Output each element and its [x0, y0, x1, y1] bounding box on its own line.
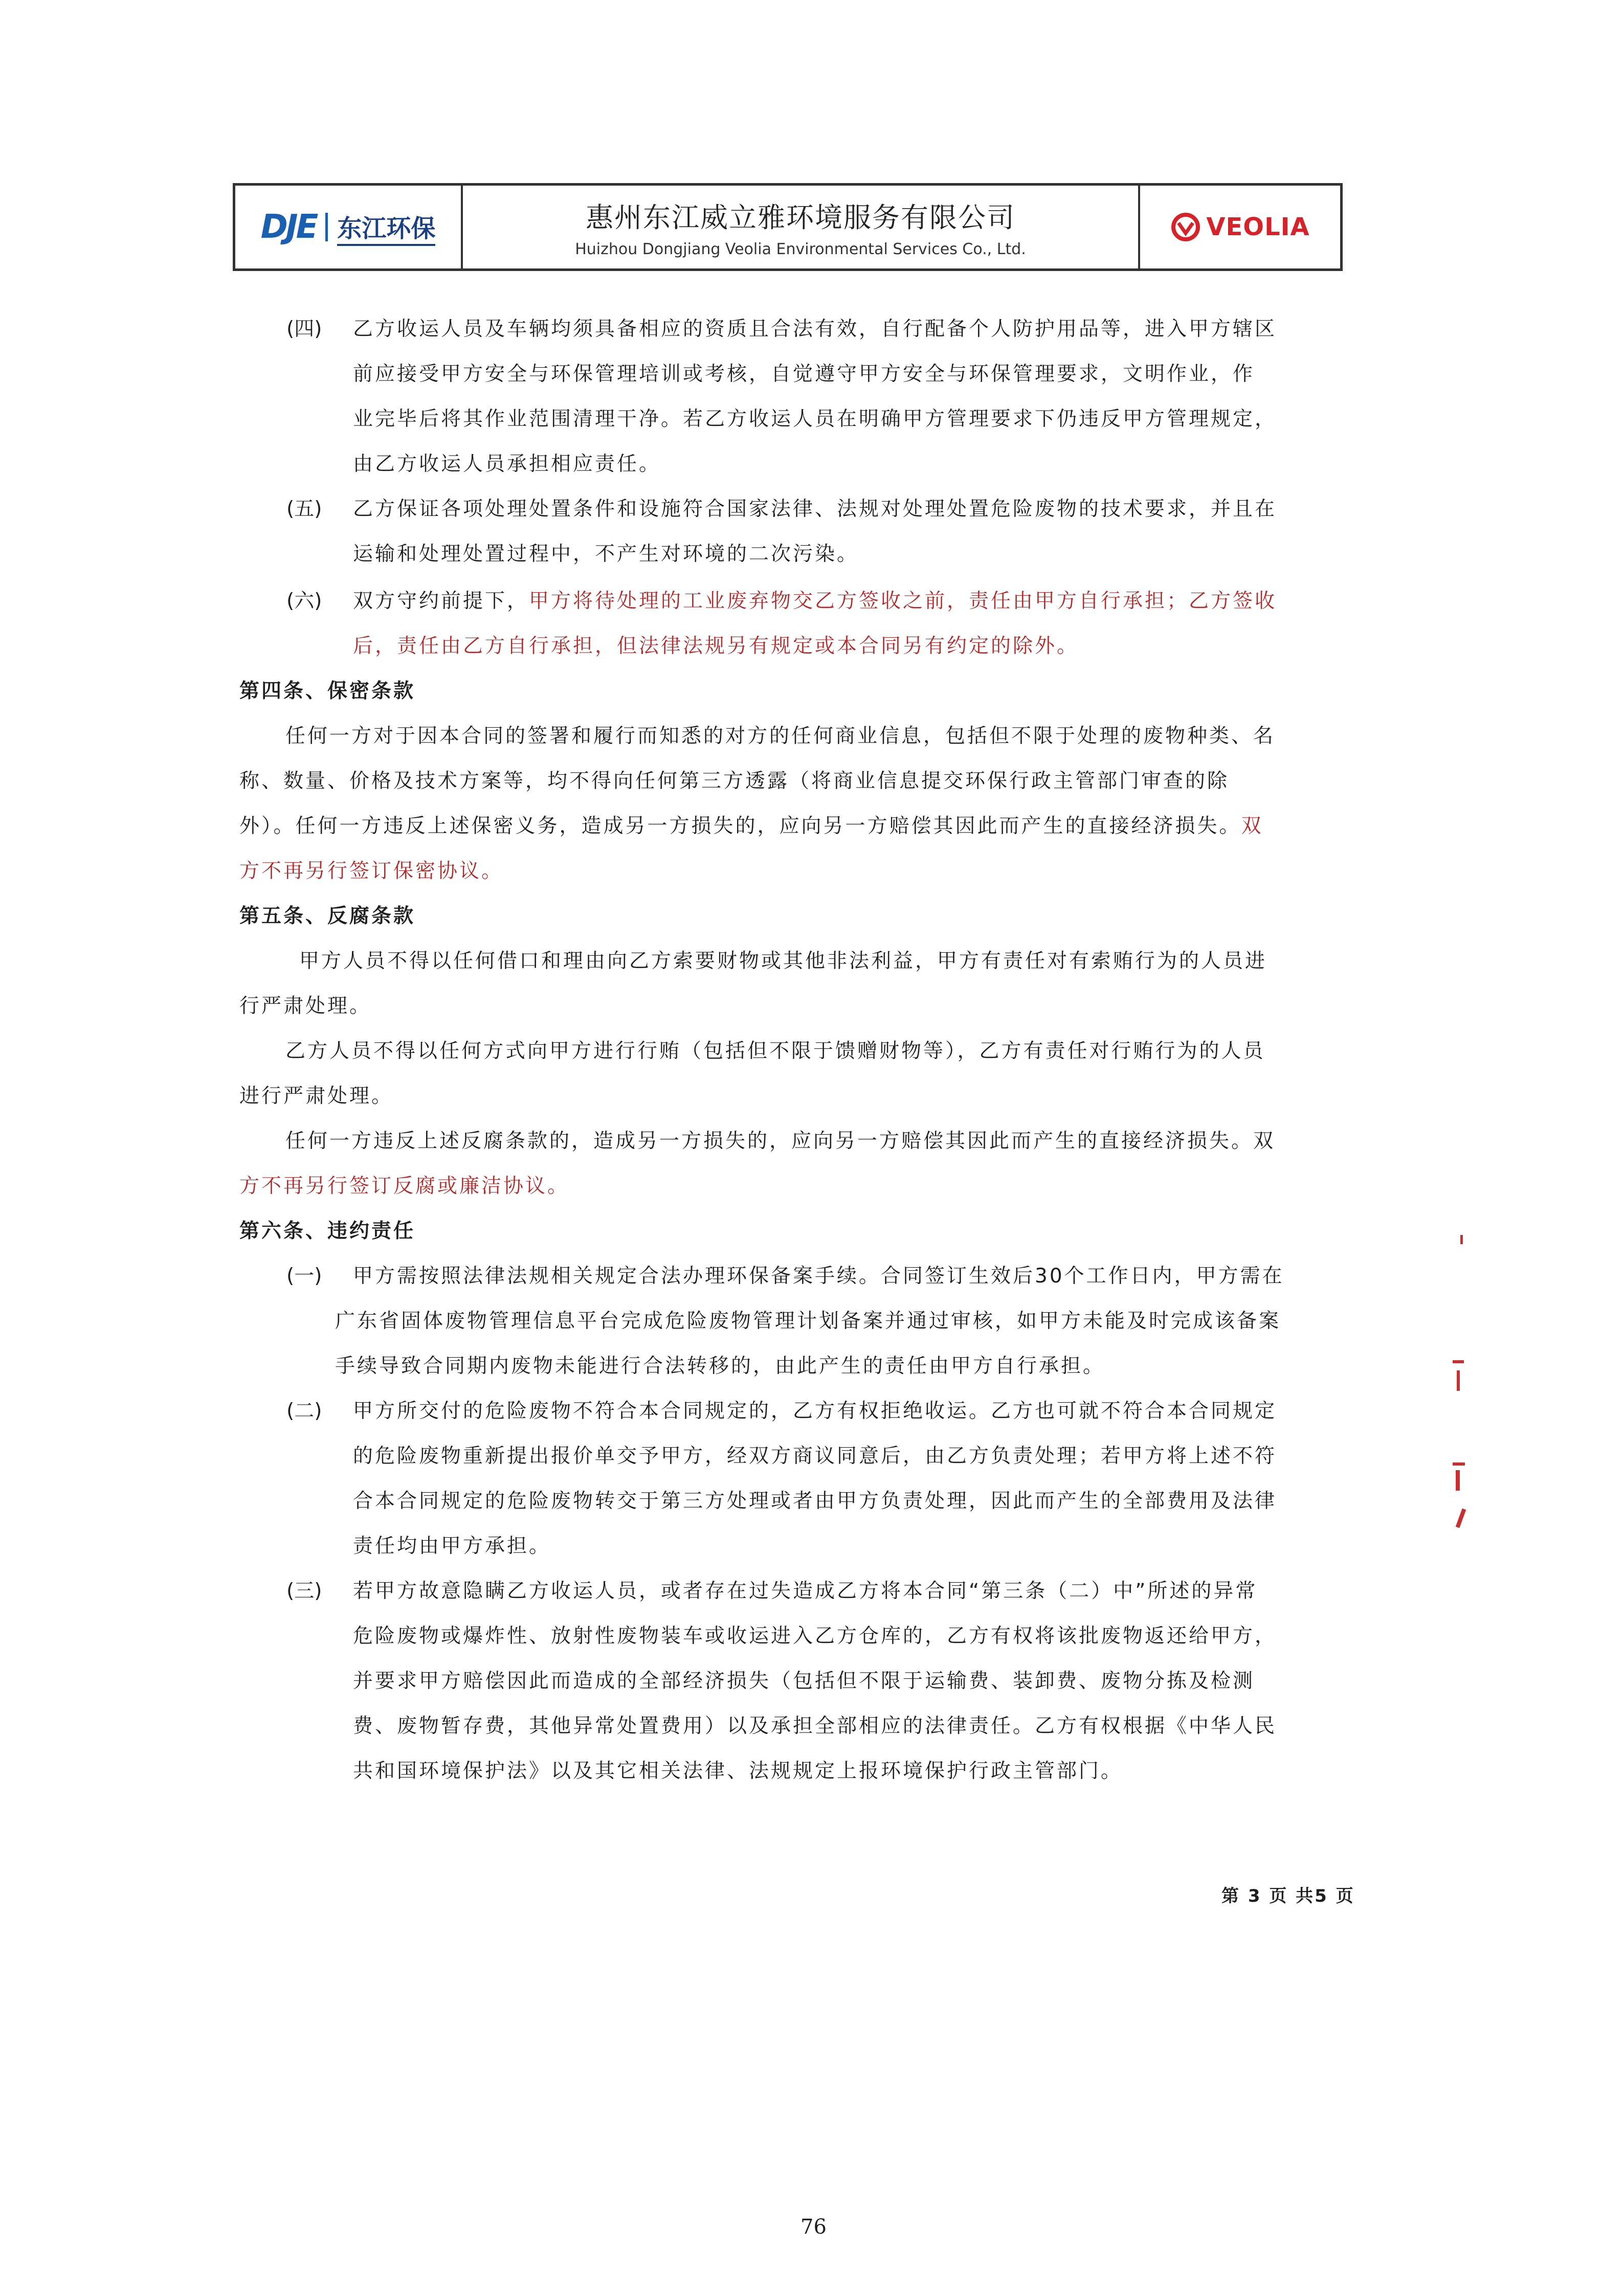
text-span: 双方守约前提下，: [353, 590, 529, 613]
article-heading: 第四条、保密条款: [239, 680, 416, 703]
paragraph-line: 合本合同规定的危险废物转交于第三方处理或者由甲方负责处理，因此而产生的全部费用及法律: [353, 1490, 1277, 1513]
paragraph-line: 手续导致合同期内废物未能进行合法转移的，由此产生的责任由甲方自行承担。: [335, 1355, 1105, 1378]
paragraph-line: 危险废物或爆炸性、放射性废物装车或收运进入乙方仓库的，乙方有权将该批废物返还给甲方，: [353, 1625, 1277, 1648]
veolia-logo-text: VEOLIA: [1206, 213, 1310, 241]
item-mark: (一): [286, 1265, 322, 1288]
page-counter: 第 3 页 共5 页: [1221, 1886, 1355, 1906]
letterhead: [233, 183, 1343, 271]
highlighted-text: 甲方将待处理的工业废弃物交乙方签收之前，责任由甲方自行承担；乙方签收: [529, 590, 1277, 613]
paragraph-line: 的危险废物重新提出报价单交予甲方，经双方商议同意后，由乙方负责处理；若甲方将上述不符: [353, 1445, 1277, 1468]
veolia-logo-icon: [1170, 212, 1201, 242]
item-mark: (五): [286, 498, 322, 521]
paragraph-line: 乙方保证各项处理处置条件和设施符合国家法律、法规对处理处置危险废物的技术要求，并且在: [353, 498, 1277, 521]
veolia-logo-cell: [1138, 186, 1340, 268]
paragraph-line: 前应接受甲方安全与环保管理培训或考核，自觉遵守甲方安全与环保管理要求，文明作业，作: [353, 363, 1255, 386]
paragraph-line: 业完毕后将其作业范围清理干净。若乙方收运人员在明确甲方管理要求下仍违反甲方管理规定，: [353, 408, 1277, 431]
seal-fragment: [1456, 1470, 1460, 1491]
highlighted-line: 方不再另行签订保密协议。: [239, 860, 504, 883]
item-mark: (三): [286, 1580, 322, 1603]
seal-fragment: [1457, 1370, 1460, 1391]
item-mark: (四): [286, 318, 322, 341]
text-span: 外）。任何一方违反上述保密义务，造成另一方损失的，应向另一方赔偿其因此而产生的直接经济损失。: [239, 815, 1241, 838]
dje-logo: [261, 208, 436, 246]
paragraph-line: [353, 588, 1277, 615]
company-name-cell: [463, 186, 1138, 268]
article-heading: 第六条、违约责任: [239, 1220, 416, 1243]
paragraph-line: 费、废物暂存费，其他异常处置费用）以及承担全部相应的法律责任。乙方有权根据《中华人民: [353, 1715, 1277, 1738]
dje-logo-text: 东江环保: [337, 209, 435, 246]
article-heading: 第五条、反腐条款: [239, 905, 416, 928]
paragraph-line: 共和国环境保护法》以及其它相关法律、法规规定上报环境保护行政主管部门。: [353, 1760, 1123, 1783]
paragraph-line: 甲方需按照法律法规相关规定合法办理环保备案手续。合同签订生效后30个工作日内，甲方需在: [353, 1265, 1284, 1288]
paragraph-line: 并要求甲方赔偿因此而造成的全部经济损失（包括但不限于运输费、装卸费、废物分拣及检测: [353, 1670, 1255, 1693]
paragraph-line: [239, 813, 1263, 840]
paragraph-line: 任何一方违反上述反腐条款的，造成另一方损失的，应向另一方赔偿其因此而产生的直接经济损失。双: [285, 1130, 1276, 1153]
dje-logo-mark: DJE: [260, 208, 317, 246]
logo-divider: [325, 213, 328, 241]
highlighted-text: 双: [1241, 815, 1263, 838]
page-number: 76: [800, 2215, 827, 2239]
paragraph-line: 广东省固体废物管理信息平台完成危险废物管理计划备案并通过审核，如甲方未能及时完成该备案: [335, 1310, 1281, 1333]
paragraph-line: 乙方人员不得以任何方式向甲方进行行贿（包括但不限于馈赠财物等），乙方有责任对行贿行为的人员: [285, 1040, 1265, 1063]
dje-logo-cell: [235, 186, 463, 268]
seal-fragment: [1453, 1462, 1465, 1466]
veolia-logo: [1170, 212, 1309, 242]
seal-fragment: [1460, 1235, 1463, 1244]
highlighted-line: 后，责任由乙方自行承担，但法律法规另有规定或本合同另有约定的除外。: [353, 635, 1079, 658]
company-name-en: Huizhou Dongjiang Veolia Environmental Services Co., Ltd.: [575, 240, 1026, 258]
seal-fragment: [1456, 1509, 1466, 1528]
paragraph-line: 责任均由甲方承担。: [353, 1535, 551, 1558]
paragraph-line: 任何一方对于因本合同的签署和履行而知悉的对方的任何商业信息，包括但不限于处理的废物种类、名: [285, 725, 1276, 748]
company-name-cn: 惠州东江威立雅环境服务有限公司: [586, 201, 1015, 234]
item-mark: (六): [286, 590, 322, 613]
paragraph-line: 甲方所交付的危险废物不符合本合同规定的，乙方有权拒绝收运。乙方也可就不符合本合同规定: [353, 1400, 1277, 1423]
paragraph-line: 运输和处理处置过程中，不产生对环境的二次污染。: [353, 543, 859, 566]
item-mark: (二): [286, 1400, 322, 1423]
paragraph-line: 行严肃处理。: [239, 995, 372, 1018]
highlighted-line: 方不再另行签订反腐或廉洁协议。: [239, 1175, 570, 1198]
paragraph-line: 甲方人员不得以任何借口和理由向乙方索要财物或其他非法利益，甲方有责任对有索贿行为的人员进: [299, 950, 1267, 973]
paragraph-line: 由乙方收运人员承担相应责任。: [353, 453, 661, 476]
paragraph-line: 进行严肃处理。: [239, 1085, 394, 1108]
paragraph-line: 若甲方故意隐瞒乙方收运人员，或者存在过失造成乙方将本合同“第三条（二）中”所述的异常: [353, 1580, 1258, 1603]
paragraph-line: 称、数量、价格及技术方案等，均不得向任何第三方透露（将商业信息提交环保行政主管部门审查的除: [239, 770, 1230, 793]
seal-fragment: [1453, 1360, 1464, 1363]
paragraph-line: 乙方收运人员及车辆均须具备相应的资质且合法有效，自行配备个人防护用品等，进入甲方辖区: [353, 318, 1277, 341]
